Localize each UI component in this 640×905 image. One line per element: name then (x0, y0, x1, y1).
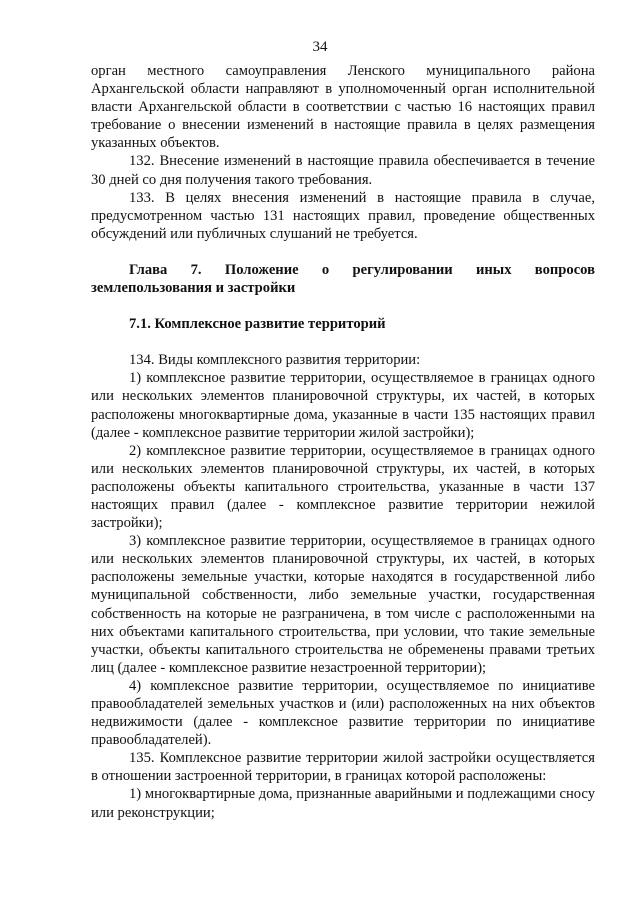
paragraph-135: 135. Комплексное развитие территории жилой застройки осуществляется в отношении застроенной территории, в границах которой расположены: (91, 750, 595, 785)
paragraph-132: 132. Внесение изменений в настоящие правила обеспечивается в течение 30 дней со дня получения такого требования. (91, 153, 595, 188)
spacer (91, 297, 595, 315)
list-item-4: 4) комплексное развитие территории, осуществляемое по инициативе правообладателей земельных участков и (или) расположенных на них объектов недвижимости (далее - комплексное развитие территории по инициативе правообладателей). (91, 677, 595, 749)
chapter-heading: Глава 7. Положение о регулировании иных вопросов землепользования и застройки (91, 261, 595, 297)
list-item-1: 1) комплексное развитие территории, осуществляемое в границах одного или нескольких элементов планировочной структуры, их частей, в которых расположены многоквартирные дома, указанные в части 135 настоящих правил (далее - комплексное развитие территории жилой застройки); (91, 370, 595, 441)
list-item-3: 3) комплексное развитие территории, осуществляемое в границах одного или нескольких элементов планировочной структуры, их частей, в которых расположены земельные участки, которые находятся в государственной либо муниципальной собственности, либо земельные участки, государственная собственность на которые не разграничена, в том числе с расположенными на них объектами капитального строительства, при условии, что такие земельные участки, объекты капитального строительства не обременены правами третьих лиц (далее - комплексное развитие незастроенной территории); (91, 533, 595, 676)
spacer (91, 243, 595, 261)
section-heading: 7.1. Комплексное развитие территорий (129, 316, 386, 333)
page-number: 34 (312, 39, 328, 55)
list-item-135-1: 1) многоквартирные дома, признанные аварийными и подлежащими сносу или реконструкции; (91, 786, 595, 821)
paragraph-continuation: орган местного самоуправления Ленского муниципального района Архангельской области направляют в уполномоченный орган исполнительной власти Архангельской области в соответствии с частью 16 настоящих правил требование о внесении изменений в настоящие правила в целях размещения указанных объектов. (91, 63, 595, 152)
paragraph-134: 134. Виды комплексного развития территории: (129, 352, 421, 369)
list-item-2: 2) комплексное развитие территории, осуществляемое в границах одного или нескольких элементов планировочной структуры, их частей, в которых расположены объекты капитального строительства, указанные в части 137 настоящих правил (далее - комплексное развитие территории нежилой застройки); (91, 442, 595, 532)
page-body (91, 62, 595, 822)
spacer (91, 333, 595, 351)
paragraph-133: 133. В целях внесения изменений в настоящие правила в случае, предусмотренном частью 131 настоящих правил, проведение общественных обсуждений или публичных слушаний не требуется. (91, 189, 595, 242)
